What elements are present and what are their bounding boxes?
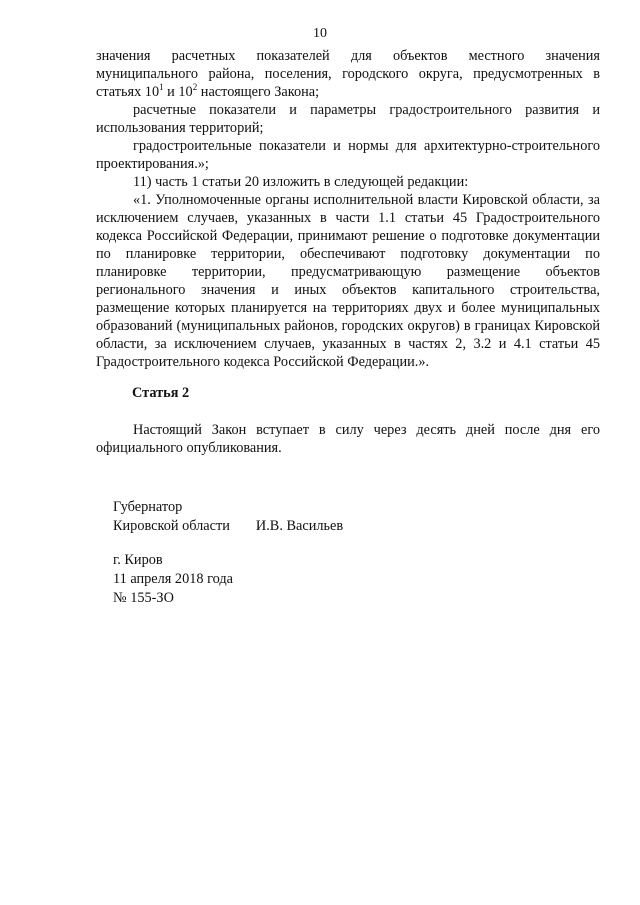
law-number: № 155-ЗО [113, 590, 174, 606]
place-date-block [113, 551, 233, 608]
article-2-body [96, 421, 600, 457]
city: г. Киров [113, 552, 163, 568]
paragraph-development-parameters: расчетные показатели и параметры градостроительного развития и использования территорий; [96, 102, 600, 136]
page-number: 10 [313, 26, 327, 41]
paragraph-urban-norms: градостроительные показатели и нормы для архитектурно-строительного проектирования.»; [96, 138, 600, 172]
signer-position-line2: Кировской области [113, 518, 230, 534]
law-date: 11 апреля 2018 года [113, 571, 233, 587]
document-body [96, 47, 600, 371]
signer-name: И.В. Васильев [255, 518, 344, 534]
paragraph-amendment-item-11: 11) часть 1 статьи 20 изложить в следующей редакции: [133, 174, 469, 190]
article-2-text: Настоящий Закон вступает в силу через десять дней после дня его официального опубликования. [96, 422, 600, 456]
signer-position-line1: Губернатор [113, 499, 183, 515]
article-2-title: Статья 2 [132, 385, 190, 401]
paragraph-new-wording: «1. Уполномоченные органы исполнительной власти Кировской области, за исключением случаев, указанных в части 1.1 статьи 45 Градостроительного кодекса Российской Федерации, принимают решение о подготовке документации по планировке территории, обеспечивают подготовку документации по планировке территории, предусматривающую размещение объектов регионального значения и иных объектов капитального строительства, размещение которых планируется на территориях двух и более муниципальных образований (муниципальных районов, городских округов) в границах Кировской области, за исключением случаев, указанных в частях 2, 3.2 и 4.1 статьи 45 Градостроительного кодекса Российской Федерации.». [96, 192, 600, 370]
paragraph-calculation-indicators: значения расчетных показателей для объектов местного значения муниципального района, поселения, городского округа, предусмотренных в статьях $10^1$ и $10^2$ настоящего Закона; [96, 48, 600, 100]
signer-row [113, 517, 343, 536]
signature-block [113, 498, 343, 536]
